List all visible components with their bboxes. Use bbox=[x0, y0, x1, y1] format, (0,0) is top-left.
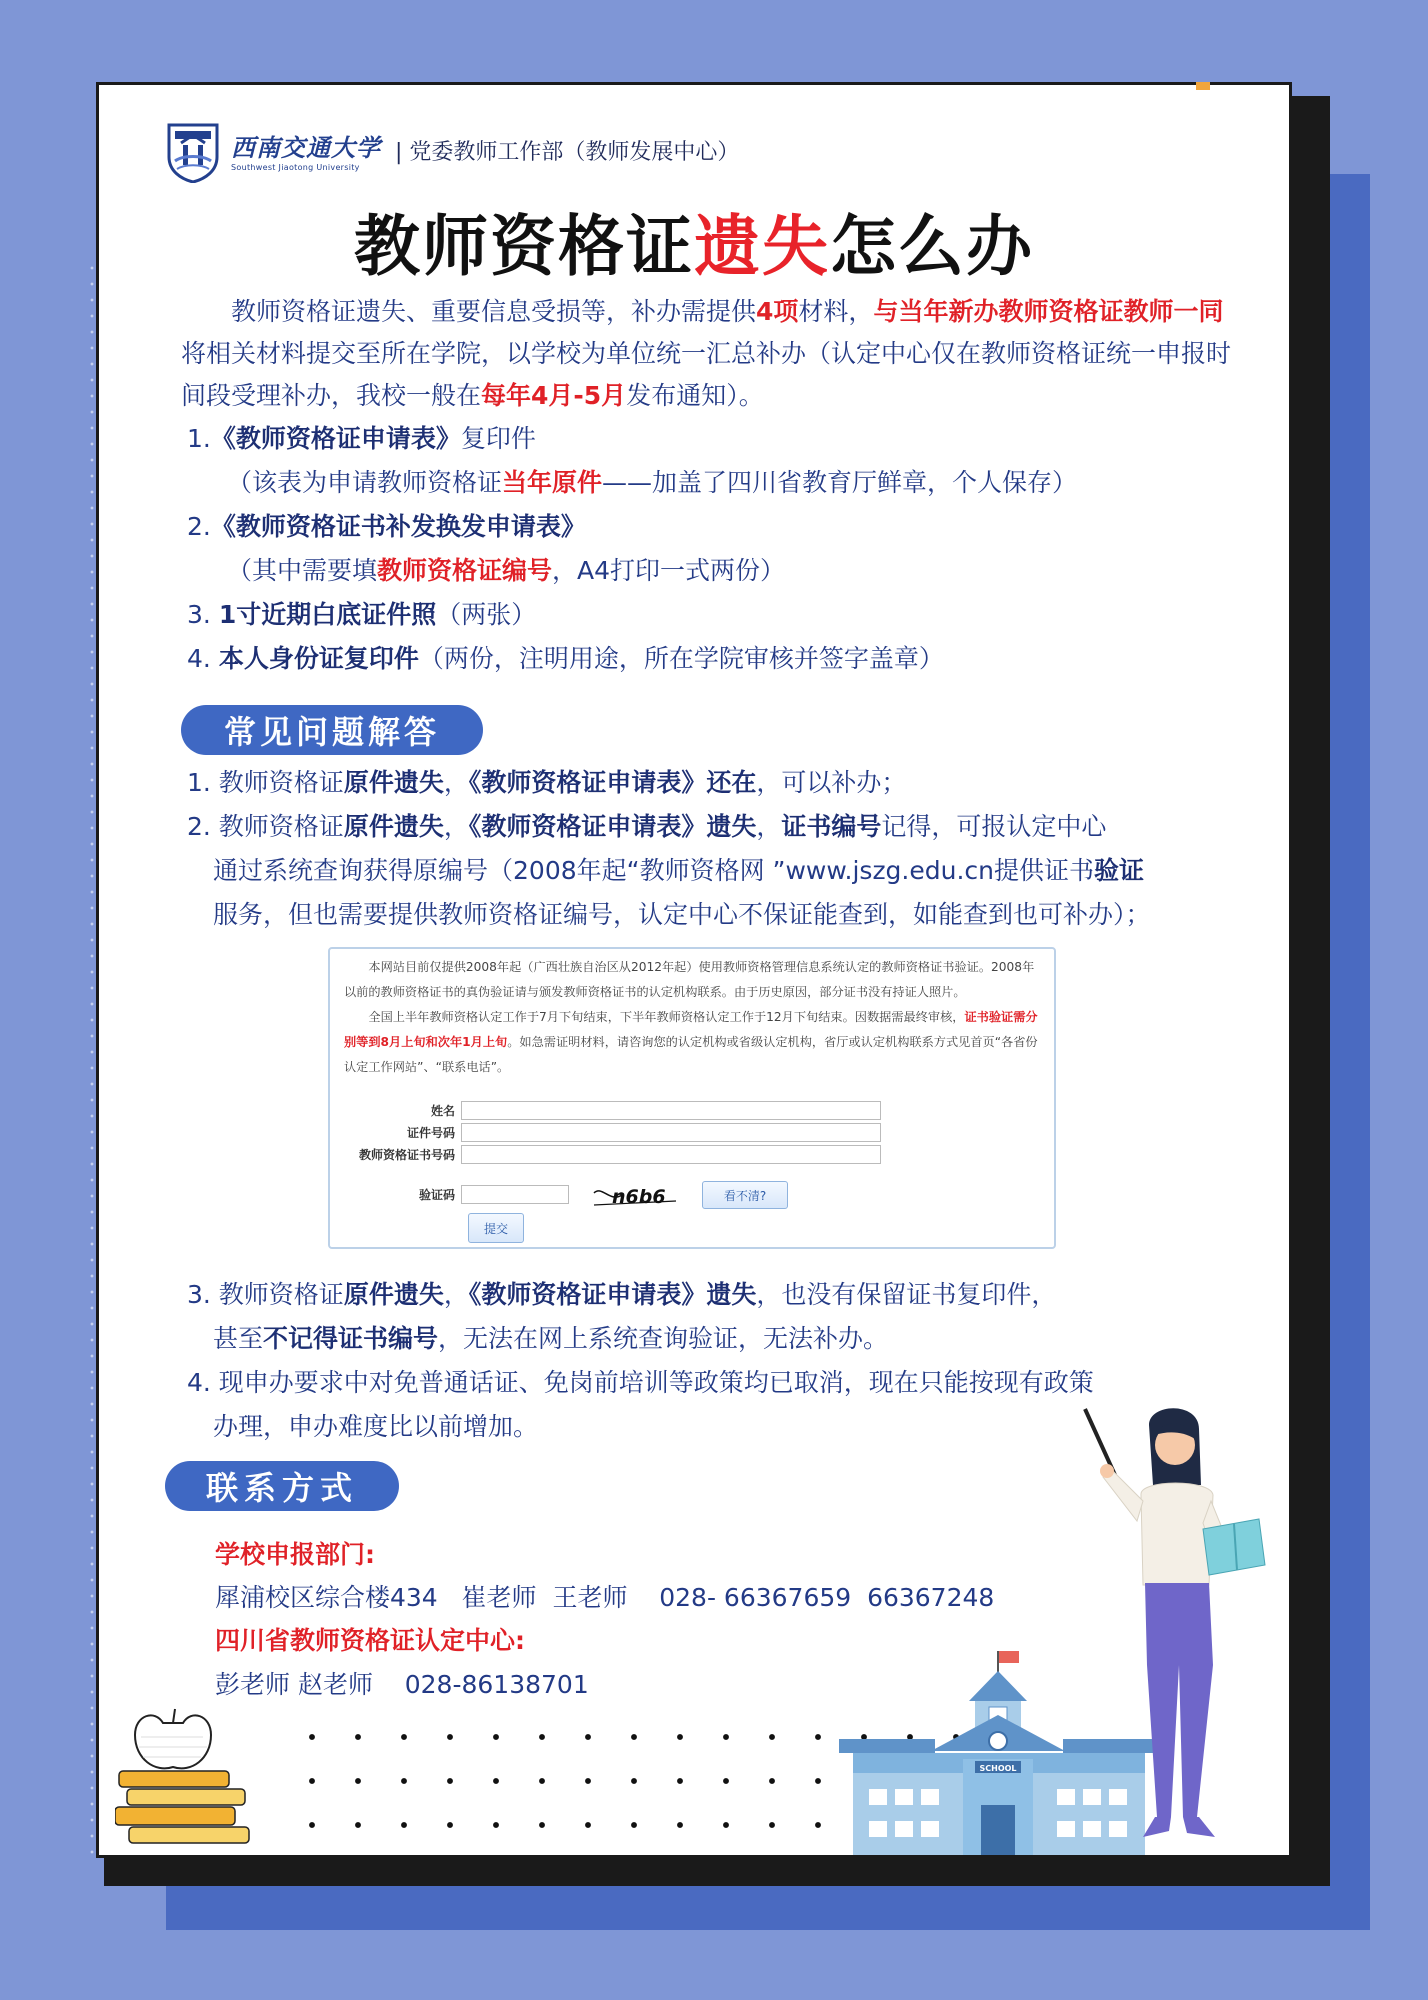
material-2-note-1: （其中需要填 bbox=[227, 556, 378, 585]
material-item-1 bbox=[187, 419, 1247, 503]
form-row-captcha bbox=[330, 1185, 569, 1204]
id-number-input[interactable] bbox=[461, 1123, 881, 1142]
faq-2-text-f: 证书编号 bbox=[781, 812, 882, 841]
screenshot-notice-2c: 。如急需证明材料，请咨询您的认定机构或省级认定机构，省厅或认定机构联系方式见首页“各省份认定工作网站”、“联系电话”。 bbox=[344, 1035, 1038, 1074]
faq-3-text-f: 甚至 bbox=[213, 1324, 264, 1353]
material-3-rest: （两张） bbox=[436, 600, 537, 629]
faq-1-text-c: ， bbox=[443, 768, 469, 797]
faq-item-2-cont-1 bbox=[187, 849, 1267, 893]
verification-site-screenshot bbox=[328, 947, 1056, 1249]
material-item-3 bbox=[187, 595, 1247, 635]
name-input[interactable] bbox=[461, 1101, 881, 1120]
faq-3-text-h: ，无法在网上系统查询验证，无法补办。 bbox=[438, 1324, 889, 1353]
material-4-rest: （两份，注明用途，所在学院审核并签字盖章） bbox=[418, 644, 944, 673]
faq-section-title: 常见问题解答 bbox=[181, 705, 483, 755]
cert-number-input[interactable] bbox=[461, 1145, 881, 1164]
material-1-note-highlight: 当年原件 bbox=[502, 468, 603, 497]
material-2-note-2: ，A4打印一式两份） bbox=[552, 556, 786, 585]
submit-button[interactable]: 提交 bbox=[468, 1213, 524, 1243]
screenshot-notice-1: 本网站目前仅提供2008年起（广西壮族自治区从2012年起）使用教师资格管理信息系统认定的教师资格证书验证。2008年以前的教师资格证书的真伪验证请与颁发教师资格证书的认定机构联系。由于历史原因，部分证书没有持证人照片。 bbox=[344, 960, 1035, 999]
faq-2-text-c: ， bbox=[443, 812, 469, 841]
faq-3-text-g: 不记得证书编号 bbox=[263, 1324, 439, 1353]
intro-text-4: 发布通知）。 bbox=[626, 381, 764, 410]
form-label-name: 姓名 bbox=[430, 1104, 455, 1118]
material-1-rest: 复印件 bbox=[460, 424, 536, 453]
university-name-cn: 西南交通大学 bbox=[231, 133, 381, 162]
faq-2-text-j: 服务，但也需要提供教师资格证编号，认定中心不保证能查到，如能查到也可补办）； bbox=[213, 900, 1151, 929]
form-label-cert: 教师资格证书号码 bbox=[358, 1148, 455, 1162]
poster-paper bbox=[96, 82, 1292, 1858]
faq-2-text-h: 通过系统查询获得原编号（2008年起“教师资格网 ”www.jszg.edu.cn提供证书 bbox=[213, 856, 1095, 885]
faq-2-text-d: 《教师资格证申请表》遗失 bbox=[468, 812, 757, 841]
faq-3-text-b: 原件遗失 bbox=[343, 1280, 444, 1309]
faq-2-text-a: 2. 教师资格证 bbox=[187, 812, 344, 841]
material-1-name: 《教师资格证申请表》 bbox=[210, 424, 461, 453]
material-4-name: 本人身份证复印件 bbox=[218, 644, 419, 673]
faq-4-text-b: 办理，申办难度比以前增加。 bbox=[213, 1412, 539, 1441]
intro-highlight-4items: 4项 bbox=[756, 297, 799, 326]
faq-item-1 bbox=[187, 761, 1267, 805]
intro-text-3: 将相关材料提交至所在学院，以学校为单位统一汇总补办（认定中心仅在教师资格证统一申报时间段受理补办，我校一般在 bbox=[181, 339, 1232, 410]
screenshot-notice-2 bbox=[344, 1005, 1040, 1080]
form-label-id: 证件号码 bbox=[406, 1126, 455, 1140]
screenshot-notice-2a: 全国上半年教师资格认定工作于7月下旬结束，下半年教师资格认定工作于12月下旬结束。因数据需最终审核， bbox=[368, 1010, 965, 1024]
form-row-name bbox=[330, 1101, 881, 1120]
material-4-number: 4. bbox=[187, 644, 211, 673]
header bbox=[163, 115, 739, 185]
faq-4-text-a: 4. 现申办要求中对免普通话证、免岗前培训等政策均已取消，现在只能按现有政策 bbox=[187, 1368, 1094, 1397]
form-row-id bbox=[330, 1123, 881, 1142]
school-sign-text: SCHOOL bbox=[979, 1764, 1017, 1773]
faq-2-text-b: 原件遗失 bbox=[343, 812, 444, 841]
page-title bbox=[99, 193, 1289, 288]
material-1-note-1: （该表为申请教师资格证 bbox=[227, 468, 503, 497]
intro-highlight-date: 每年4月-5月 bbox=[481, 381, 627, 410]
intro-text-2: 材料， bbox=[798, 297, 874, 326]
faq-item-2-cont-2 bbox=[187, 893, 1267, 937]
faq-2-text-i: 验证 bbox=[1094, 856, 1145, 885]
screenshot-notice-2b: 证书验证需分别等到8月上旬和次年1月上旬 bbox=[344, 1010, 1038, 1049]
captcha-input[interactable] bbox=[461, 1185, 569, 1204]
material-1-note-2: ——加盖了四川省教育厅鲜章，个人保存） bbox=[602, 468, 1078, 497]
material-1-number: 1. bbox=[187, 424, 211, 453]
faq-1-text-a: 1. 教师资格证 bbox=[187, 768, 344, 797]
material-item-2 bbox=[187, 507, 1247, 591]
faq-2-text-g: 记得，可报认定中心 bbox=[881, 812, 1107, 841]
title-part-3: 怎么办 bbox=[830, 207, 1034, 285]
title-part-1: 教师资格证 bbox=[354, 207, 694, 285]
teacher-illustration bbox=[1079, 1405, 1279, 1845]
material-3-number: 3. bbox=[187, 600, 211, 629]
captcha-text: n6b6 bbox=[612, 1186, 666, 1208]
faq-item-2 bbox=[187, 805, 1267, 849]
center-info: 彭老师 赵老师 028-86138701 bbox=[215, 1670, 589, 1699]
material-item-4 bbox=[187, 639, 1247, 679]
form-row-cert bbox=[330, 1145, 881, 1164]
university-logo-icon bbox=[163, 117, 223, 183]
faq-3-text-c: ， bbox=[443, 1280, 469, 1309]
captcha-image bbox=[592, 1181, 678, 1211]
material-2-name: 《教师资格证书补发换发申请表》 bbox=[210, 512, 586, 541]
faq-list-1 bbox=[187, 761, 1267, 937]
department-name: | 党委教师工作部（教师发展中心） bbox=[395, 139, 740, 165]
intro-text-1: 教师资格证遗失、重要信息受损等，补办需提供 bbox=[231, 297, 757, 326]
center-label: 四川省教师资格证认定中心: bbox=[215, 1626, 525, 1655]
form-label-captcha: 验证码 bbox=[418, 1188, 455, 1202]
faq-item-3 bbox=[187, 1273, 1267, 1317]
orange-corner-mark bbox=[1196, 82, 1210, 90]
faq-1-text-e: ，可以补办； bbox=[756, 768, 907, 797]
material-2-note-highlight: 教师资格证编号 bbox=[377, 556, 553, 585]
faq-3-text-d: 《教师资格证申请表》遗失 bbox=[468, 1280, 757, 1309]
title-part-2: 遗失 bbox=[694, 207, 830, 285]
captcha-refresh-button[interactable]: 看不清? bbox=[702, 1181, 788, 1209]
contact-section-title: 联系方式 bbox=[165, 1461, 399, 1511]
intro-highlight-submit-together: 与当年新办教师资格证教师一同 bbox=[873, 297, 1224, 326]
intro-paragraph bbox=[181, 291, 1231, 417]
decorative-dots-left bbox=[88, 260, 96, 1860]
material-3-name: 1寸近期白底证件照 bbox=[218, 600, 437, 629]
school-dept-info: 犀浦校区综合楼434 崔老师 王老师 028- 66367659 66367248 bbox=[215, 1583, 995, 1612]
material-2-number: 2. bbox=[187, 512, 211, 541]
faq-1-text-b: 原件遗失 bbox=[343, 768, 444, 797]
faq-2-text-e: ， bbox=[756, 812, 782, 841]
faq-3-text-e: ，也没有保留证书复印件， bbox=[756, 1280, 1057, 1309]
faq-item-4 bbox=[187, 1361, 1267, 1405]
faq-item-3-cont bbox=[187, 1317, 1267, 1361]
university-name-block bbox=[231, 128, 381, 172]
university-name-en: Southwest Jiaotong University bbox=[231, 163, 360, 172]
apple-books-illustration bbox=[115, 1701, 265, 1851]
school-dept-label: 学校申报部门: bbox=[215, 1540, 375, 1569]
faq-3-text-a: 3. 教师资格证 bbox=[187, 1280, 344, 1309]
faq-1-text-d: 《教师资格证申请表》还在 bbox=[468, 768, 757, 797]
